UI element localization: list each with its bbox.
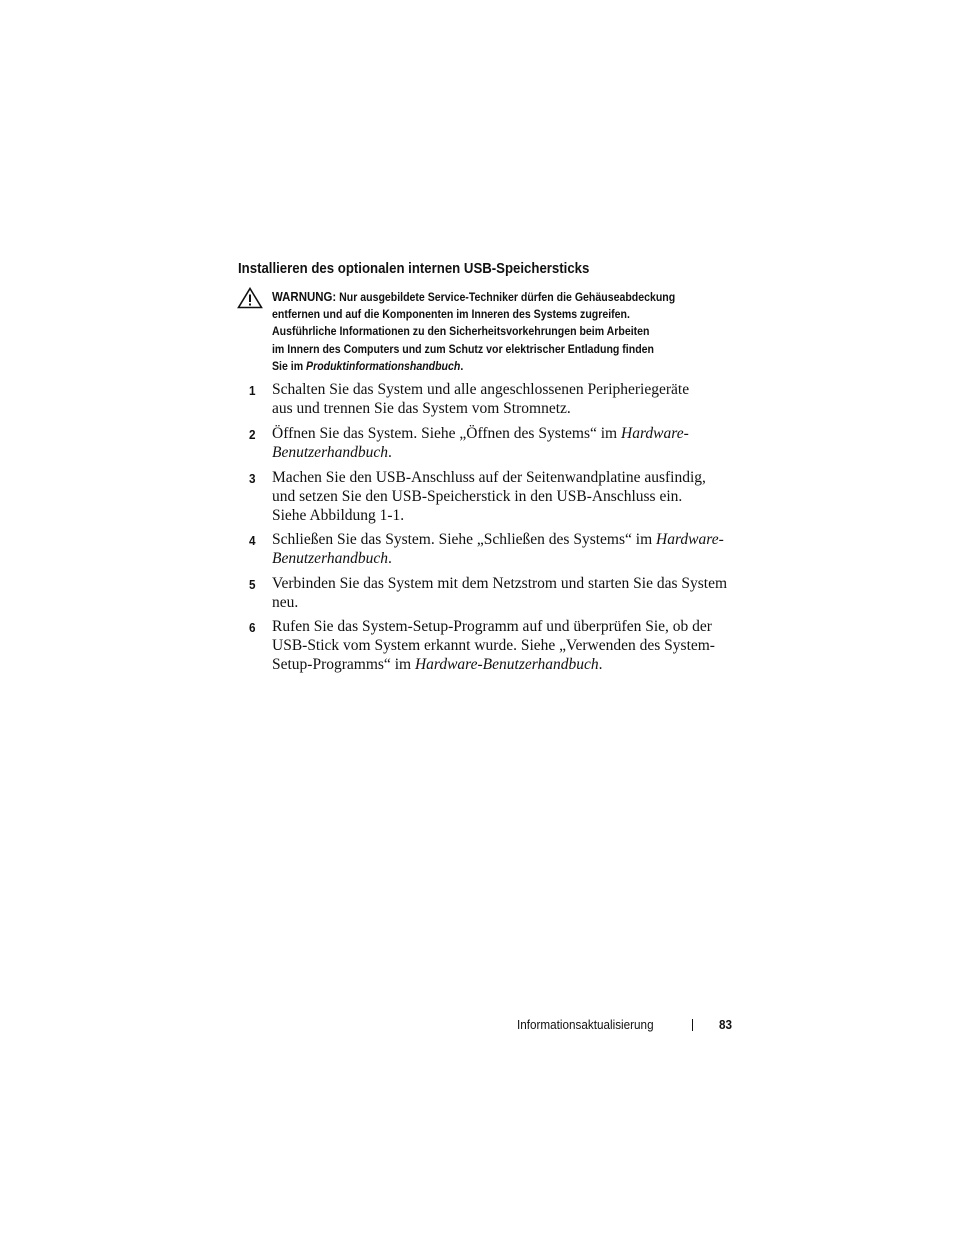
warning-line-5 [272, 358, 738, 375]
step-line [272, 443, 742, 462]
step-text [272, 617, 742, 674]
step-line: Verbinden Sie das System mit dem Netzstrom und starten Sie das System [272, 575, 728, 592]
step-line: aus und trennen Sie das System vom Stromnetz. [272, 400, 571, 417]
step-line: USB-Stick vom System erkannt wurde. Siehe „Verwenden des System- [272, 637, 715, 654]
step-line: und setzen Sie den USB-Speicherstick in den USB-Anschluss ein. [272, 488, 683, 505]
step-number: 1 [249, 383, 256, 398]
step-text-segment: Schließen Sie das System. Siehe „Schließen des Systems“ im [272, 531, 657, 548]
step-number: 5 [249, 577, 256, 592]
warning-line-3: Ausführliche Informationen zu den Sicherheitsvorkehrungen beim Arbeiten [272, 324, 650, 339]
step-text [272, 530, 742, 568]
warning-note [272, 288, 738, 375]
step-number: 6 [249, 620, 256, 635]
step-number: 2 [249, 427, 256, 442]
warning-line-1 [272, 288, 738, 306]
step-number: 3 [249, 471, 256, 486]
step-text-segment: Öffnen Sie das System. Siehe „Öffnen des Systems“ im [272, 425, 621, 442]
step-line [272, 424, 742, 443]
step-line [272, 530, 742, 549]
warning-text: Nur ausgebildete Service-Techniker dürfen die Gehäuseabdeckung [339, 290, 676, 304]
manual-reference: Hardware-Benutzerhandbuch [414, 656, 599, 673]
warning-text: Sie im [272, 358, 307, 373]
step-text-segment: . [387, 444, 392, 461]
warning-text: . [460, 358, 464, 373]
manual-reference: Benutzerhandbuch [272, 444, 388, 461]
manual-reference: Benutzerhandbuch [272, 550, 388, 567]
step-line: Rufen Sie das System-Setup-Programm auf und überprüfen Sie, ob der [272, 618, 712, 635]
footer-divider [692, 1019, 693, 1031]
step-line [272, 655, 742, 674]
warning-label: WARNUNG: [272, 289, 337, 304]
step-text [272, 468, 742, 525]
step-text-segment: Setup-Programms“ im [272, 656, 415, 673]
manual-reference: Hardware- [621, 425, 689, 442]
step-text-segment: . [598, 656, 603, 673]
step-text [272, 574, 742, 612]
footer-chapter-title: Informationsaktualisierung [517, 1017, 654, 1032]
step-number: 4 [249, 533, 256, 548]
page-number: 83 [719, 1017, 733, 1032]
warning-triangle-icon [237, 287, 263, 309]
step-text [272, 424, 742, 462]
step-line: Siehe Abbildung 1-1. [272, 507, 405, 524]
step-line [272, 549, 742, 568]
step-text [272, 380, 742, 418]
manual-reference: Produktinformationshandbuch [306, 358, 461, 373]
warning-line-4: im Innern des Computers und zum Schutz vor elektrischer Entladung finden [272, 341, 654, 356]
manual-reference: Hardware- [656, 531, 724, 548]
step-line: Schalten Sie das System und alle angeschlossenen Peripheriegeräte [272, 381, 690, 398]
step-text-segment: . [387, 550, 392, 567]
step-line: neu. [272, 594, 299, 611]
step-line: Machen Sie den USB-Anschluss auf der Seitenwandplatine ausfindig, [272, 469, 706, 486]
warning-line-2: entfernen und auf die Komponenten im Inneren des Systems zugreifen. [272, 307, 630, 322]
section-heading: Installieren des optionalen internen USB-Speichersticks [238, 260, 590, 277]
